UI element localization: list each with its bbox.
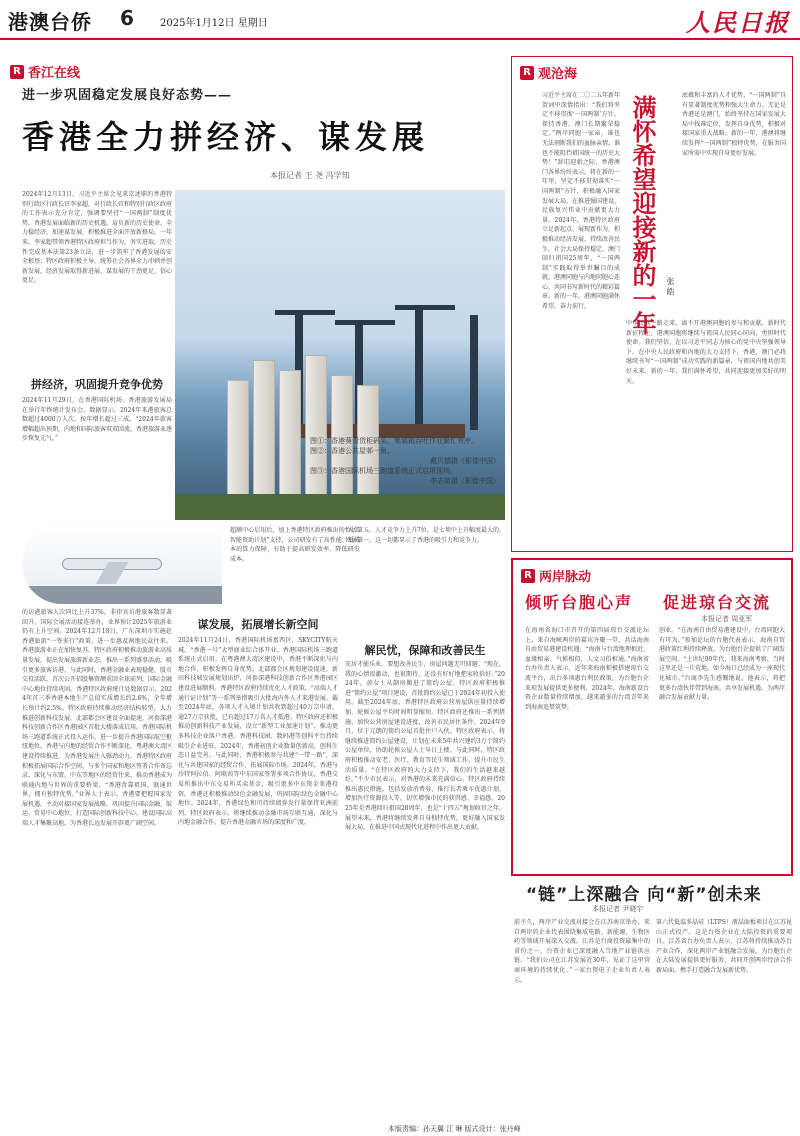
hk-para-1: 2024年11月29日，在香港国际机场，香港旅游发展局在举行年终统计发布会。数据显示，2024年来港旅客总数超过4000万人次，按年增长超过三成。“2024年旅客增幅超出预期，内地和国际旅客双双回流。香港旅游业逐步恢复元气。” — [22, 397, 172, 443]
obs-title[interactable]: 满怀希望迎接新的一年 — [628, 95, 656, 335]
obs-column-tag — [520, 63, 577, 82]
strait-text-col1: 在海南省海口市召开的第四届琼台交流论坛上，来自海峡两岸的嘉宾齐聚一堂，共话海南自由贸易港建设机遇。“海南与台湾地理相近、血缘相亲、气候相似，人文习俗相通。”海南省台办负责人表示，近年来海南积极搭建琼台交流平台，出台多项惠台利民政策，为台胞台企来琼发展提供更多便利。2024年，海南新设台资企业数量持续增加，越来越多的台湾青年来到海南追梦筑梦。 — [525, 627, 649, 711]
strait-headline-right[interactable]: 促进琼台交流 — [663, 593, 772, 612]
crane-shape — [415, 305, 423, 430]
crane-arm-shape — [335, 320, 395, 325]
hk-para-2: 的访港旅客人次同比上升37%，非律宾访港旅客数显著回升。国际会展活动接连举办，业界预计2025年旅游业仍有上升空间。2024年12月18日，广东深圳市实施赴香港旅游“一签多行”政策，进一步惠及两地民众往来。香港旅游业正在加快复苏。特区政府积极推动旅游业高质量发展，提出发展旅游新业态，推出一系列盛事活动，吸引更多旅客访港。与此同时，香港金融业表现稳健，股市交投活跃，首次公开招股集资额重回全球前列，国际金融中心地位持续巩固。香港特区政府统计处数据显示，2024年首三季香港本地生产总值实质增长约2.6%，全年增长预计约2.5%。特区政府持续推动经济结构转型，大力推进创新科技发展，北部都会区建设全面提速，河套深港科技创新合作区香港园区首批大楼落成启用。香港国际机场三跑道系统正式投入运作，进一步提升香港国际航空枢纽地位。香港与内地的经贸合作不断深化，粤港澳大湾区建设持续推进，为香港发展注入强劲动力。香港特区政府积极拓展国际合作空间，与多个国家和地区签署合作备忘录，深化与东盟、中东等地区的经贸往来，推动香港成为联通内地与世界的重要桥梁。“香港背靠祖国、联通世界，拥有独特优势。”业界人士表示，香港要把握国家发展机遇，主动对接国家发展战略，巩固提升国际金融、航运、贸易中心地位，打造国际创新科技中心，建设国际高端人才集聚高地，为香港长远发展开辟更广阔空间。 — [22, 609, 172, 828]
airport-plane-photo — [22, 524, 222, 604]
page-date: 2025年1月12日 星期日 — [160, 18, 268, 29]
photo-credit-1: 戴贝德摄（影像中国） — [430, 457, 500, 465]
hk-col2-top: 超额中心启用后，加上香港特区政府推出的“人工智能资助计划”支持，公司研发有了高性能、低成本的算力保障，有助于提高研发效率、降低研发成本。 — [230, 527, 360, 563]
hk-column-label: 香江在线 — [28, 66, 81, 81]
hk-para-3: 2024年11月24日，香港国际机场富西区，SKYCITY航天城，“香港一号”大型商业综合体开业。香港国际机场三跑道系统正式启用。在粤港澳大湾区建设中，香港不断深化与内地合作，积极发挥自身优势。北部都会区规划建设提速，新田科技城发展规划出炉，河套深港科技创新合作区香港园区建设进展顺利。香港特区政府持续优化人才政策，“高端人才通行证计划”等一系列举措吸引大批海内外人才来港发展。截至2024年底，各项人才入境计划共收到超过40万宗申请，逾27万宗获批，已有超过17万名人才抵港。特区政府还积极推动创新科技产业发展，设立“新型工业加速计划”，推动更多科技企业落户香港。香港科技园、数码港等创科平台持续吸引企业进驻。2024年，香港初创企业数量创新高，创科生态日益完善。与此同时，香港积极参与共建“一带一路”，深化与共建国家的经贸合作，拓展国际市场。2024年，香港与沙特阿拉伯、阿联酋等中东国家签署多项合作协议，香港交易所推出中东交易所买卖基金，吸引更多中东资金来港投资。香港还积极推动绿色金融发展，巩固国际绿色金融中心地位。2024年，香港绿色和可持续债券发行量保持亚洲前列。特区政府表示，将继续推动金融市场互联互通，深化与内地金融合作，提升香港金融市场的深度和广度。 — [178, 637, 338, 827]
photo-credit-2: 李志帝摄（影像中国） — [430, 477, 500, 485]
crane-shape — [470, 315, 478, 430]
strait-column-tag — [521, 566, 591, 585]
hk-byline: 本报记者 王 尧 冯学知 — [270, 171, 350, 180]
obs-text-col2: 底蕴和丰富的人才优势，“一国两制”具有显著制度优势和强大生命力。无论是香港还是澳门，始终坚持在国家发展大局中找准定位，发挥自身优势，积极对接国家重大战略。新的一年，港澳将继续发挥“一国两制”独特优势，在服务国家所需中实现自身更好发展。 — [682, 92, 786, 157]
hk-column-tag — [10, 62, 80, 81]
obs-author: 张 皓 — [666, 277, 675, 296]
hk-subhead-1: 拼经济，巩固提升竞争优势 — [31, 378, 163, 391]
strait-column-label: 两岸脉动 — [539, 570, 592, 585]
hk-subhead-3: 解民忧，保障和改善民生 — [364, 644, 486, 657]
chain-byline: 本报记者 尹晓宇 — [592, 905, 644, 913]
caption-1: 图①：香港葵青货柜码头，集装箱吞吐作业繁忙有序。 — [310, 437, 478, 445]
obs-text-col3: 中华民族一路走来，离不开港澳同胞的参与和贡献。新时代新征程上，港澳同胞将继续与祖国人民同心同向，勇担时代使命。我们坚信，在以习近平同志为核心的党中央坚强领导下，在中央人民政府和内地的大力支持下，香港、澳门必将继续书写“一国两制”成功实践的新篇章，与祖国内地共创美好未来。新的一年，我们满怀希望，共同迎接更加美好的明天。 — [626, 320, 786, 385]
strait-byline: 本报记者 周亚军 — [701, 615, 753, 623]
page-header — [0, 0, 800, 40]
chain-text-col1: 前不久，两岸产业交流对接会在江苏南京举办，来自两岸的企业代表围绕集成电路、新能源、生物医药等领域开展深入交流。江苏是台商投资最集中的省份之一，台资企业已深度融入当地产业链供应链。“我们公司在江苏发展近30年，见证了这里营商环境的持续优化。”一家台资电子企业负责人表示。 — [514, 919, 650, 984]
observation-box — [511, 56, 793, 552]
strait-box — [511, 558, 793, 876]
crane-arm-shape — [275, 310, 335, 315]
hk-col3-top: 位居第五。人才竞争力上升7位，是七项中上升幅度最大的。位居第一。这一切都显示了香港的吸引力和竞争力。 — [345, 527, 505, 544]
hk-subhead-2: 谋发展，拓展增长新空间 — [197, 618, 319, 631]
column-r-icon: R — [10, 65, 24, 79]
column-r-icon: R — [520, 66, 534, 80]
chain-headline[interactable]: “链”上深融合 向“新”创未来 — [526, 885, 762, 905]
caption-2: 图②：香港公共屋邨一角。 — [310, 447, 394, 455]
strait-headline-left[interactable]: 倾听台胞心声 — [525, 593, 634, 612]
caption-3: 图③：香港国际机场三跑道系统正式启用现场。 — [310, 467, 457, 475]
section-name: 港澳台侨 — [8, 10, 92, 34]
city-silhouette-shape — [22, 586, 222, 604]
column-r-icon: R — [521, 569, 535, 583]
hk-intro-text: 2024年12月13日，习近平主席会见来京述职的香港特别行政区行政长官李家超，对行政长官和特别行政区政府的工作表示充分肯定，强调要坚持“一国两制”制度优势，香港发展面临新的历史机遇，肩负新的历史使命。全力稳经济、加速谋发展，积极推进全面开放新格局。一年来，李家超带领香港特区政府担当作为，务实进取，历史性完成基本法第23条立法，进一步筑牢了香港发展的安全根基；特区政府积极主导、统筹社会各界全力冲刺并创新发展，经济发展取得新进展，谋发展的干劲更足、信心更足。 — [22, 191, 172, 285]
page-number: 6 — [120, 6, 134, 30]
obs-column-label: 观沧海 — [538, 67, 578, 82]
chain-text-col2: 第六代低温多晶硅（LTPS）液晶面板项目在江苏昆山正式投产。这是台资企业在大陆投资的重要项目。江苏省台办负责人表示，江苏将持续推动苏台产业合作，深化两岸产业链融合发展，为台胞台企在大陆发展提供更好服务，共同开创两岸经济合作新局面，携手打造融合发展新优势。 — [656, 919, 792, 974]
obs-text-col1: 习近平主席在二〇二五年新年贺词中深情指出：“我们将坚定不移贯彻‘一国两制’方针，保持香港、澳门长期繁荣稳定。”两岸同胞一家亲，谁也无法割断我们的血脉亲情。谁也不能阻挡祖国统一的历史大势！”辞旧迎新之际，香港澳门各界纷纷表示，将在新的一年里，坚定不移贯彻落实“一国两制”方针，积极融入国家发展大局，在推进强国建设、民族复兴伟业中贡献更大力量。2024年，香港特区政府立足新起点、展现新作为，积极推动经济发展，持续改善民生，社会大局保持稳定。澳门回归祖国25周年，“一国两制”实践取得举世瞩目的成就。港澳同胞与内地同胞心连心，共同书写新时代的精彩篇章。新的一年，港澳同胞满怀希望，奋力前行。 — [542, 92, 620, 311]
tree-row-shape — [175, 494, 505, 520]
crane-arm-shape — [395, 305, 455, 310]
strait-text-col2: 创业。“在海南自由贸易港建设中，台湾同胞大有可为。”参加论坛的台胞代表表示，海南自贸港政策红利持续释放，为台胞台企提供了广阔发展空间。“上世纪90年代，我来海南考察，当时这里还是一片荒地。如今海口已经成为一座现代化城市。”台商李先生感慨地说。他表示，将把更多台湾伙伴带到海南，共享发展机遇，为两岸融合发展贡献力量。 — [659, 627, 785, 702]
hk-headline[interactable]: 香港全力拼经济、谋发展 — [22, 118, 430, 156]
hk-kicker: 进一步巩固稳定发展良好态势—— — [22, 88, 233, 103]
masthead-logo: 人民日报 — [686, 8, 790, 37]
photo-caption-block — [310, 436, 500, 486]
hk-para-4: 安居才能乐业。要想改善民生，房屋问题无可回避。“现在，我的心情很激动，也很期待，还没有好好地把家收拾好。”2024年，黄女士从劏房搬进了简约公屋。特区政府积极推进“简约公屋”项目建设，首批简约公屋已于2024年初投入使用。截至2024年底，香港特区政府公营房屋供应量持续增加，轮候公屋平均时间明显缩短。特区政府还推出一系列措施，加快公营房屋建设进度，改善市民居住条件。2024年9月，位于元朗的简约公屋首批住户入伙。特区政府表示，将继续推进简约公屋建设，计划在未来5年共兴建约3万个简约公屋单位，协助轮候公屋人士早日上楼。与此同时，特区政府积极推动安老、医疗、教育等民生领域工作，提升市民生活质量。“在特区政府的大力支持下，我们的生活越来越好。”不少市民表示，对香港的未来充满信心。特区政府持续推出惠民措施，包括发放消费券、推行长者乘车优惠计划、增加医疗资源投入等，切实增强市民的获得感、幸福感。2025年是香港回归祖国28周年，也是“十四五”规划收官之年。展望未来，香港将继续发挥自身独特优势，更好融入国家发展大局，在推进中国式现代化进程中作出更大贡献。 — [345, 661, 505, 832]
page-editor-credit: 本版责编：孙天翼 江 琳 版式设计：张丹峰 — [388, 1125, 521, 1133]
